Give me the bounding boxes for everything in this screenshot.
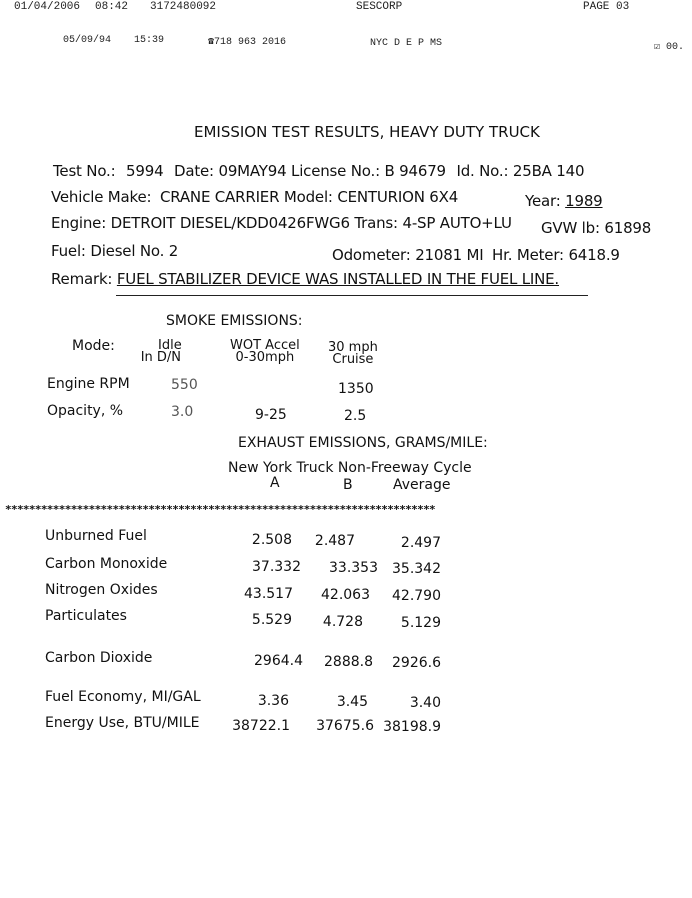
table-cell-avg: 2.497 [400, 535, 441, 551]
table-cell-avg: 35.342 [392, 561, 441, 577]
table-row-label: Particulates [45, 608, 127, 624]
fax2-time: 15:39 [134, 35, 165, 46]
smoke-heading: SMOKE EMISSIONS: [166, 313, 303, 329]
exhaust-heading: EXHAUST EMISSIONS, GRAMS/MILE: [238, 435, 488, 451]
remark-label: Remark: [51, 270, 113, 288]
idle-header-line2: In D/N [140, 350, 182, 365]
trans-value: 4-SP AUTO+LU [402, 214, 512, 232]
table-cell-a: 37.332 [252, 559, 301, 575]
fax-time: 08:42 [95, 1, 129, 13]
make-label: Vehicle Make: [51, 188, 152, 206]
gvw-label: GVW lb: [541, 219, 600, 237]
year-value: 1989 [565, 192, 603, 210]
table-cell-a: 43.517 [244, 586, 293, 602]
make-value: CRANE CARRIER [159, 188, 280, 206]
smoke-row-wot: 9-25 [255, 407, 287, 423]
col-avg-header: Average [393, 477, 451, 493]
model-value: CENTURION 6X4 [337, 188, 459, 206]
remark-underline [116, 295, 588, 296]
cruise-header-line1: 30 mph [328, 340, 378, 355]
page-title: EMISSION TEST RESULTS, HEAVY DUTY TRUCK [194, 123, 540, 141]
table-cell-avg: 2926.6 [392, 655, 441, 671]
remark-group [51, 270, 559, 288]
id-value: 25BA 140 [512, 162, 585, 180]
test-info-line3 [51, 214, 512, 232]
test-no: 5994 [126, 162, 164, 180]
remark-value: FUEL STABILIZER DEVICE WAS INSTALLED IN THE FUEL LINE. [116, 270, 559, 288]
wot-header-line1: WOT Accel [230, 338, 300, 353]
smoke-row-idle: 3.0 [171, 404, 194, 420]
table-row-label: Carbon Dioxide [45, 650, 153, 666]
cycle-label: New York Truck Non-Freeway Cycle [228, 460, 472, 476]
date-value: 09MAY94 [218, 162, 287, 180]
date-label: Date: [174, 162, 214, 180]
smoke-row-label: Engine RPM [47, 376, 130, 392]
table-row-label: Unburned Fuel [45, 528, 147, 544]
table-cell-a: 2.508 [251, 532, 292, 548]
table-cell-a: 38722.1 [232, 718, 290, 734]
table-cell-b: 33.353 [329, 560, 378, 576]
smoke-row-cruise: 2.5 [344, 408, 367, 424]
wot-header-line2: 0-30mph [235, 350, 295, 365]
test-no-label: Test No.: [53, 162, 116, 180]
smoke-row-label: Opacity, % [47, 403, 124, 419]
wot-header [230, 340, 300, 364]
table-cell-avg: 38198.9 [383, 719, 441, 735]
hr-meter-value: 6418.9 [568, 246, 620, 264]
gvw-value: 61898 [604, 219, 652, 237]
test-info-line2 [51, 188, 458, 206]
fax-sender: SESCORP [356, 1, 403, 13]
separator-stars: ************************************************************************ [5, 503, 436, 516]
table-cell-b: 3.45 [336, 694, 368, 710]
fax-date: 01/04/2006 [14, 1, 81, 13]
fax2-phone: ☎718 963 2016 [208, 37, 287, 48]
fax2-date: 05/09/94 [63, 35, 112, 46]
trans-label: Trans: [354, 214, 398, 232]
table-cell-b: 37675.6 [316, 718, 374, 734]
fax2-right: ☑ 00. [654, 42, 685, 53]
odometer-value: 21081 MI [415, 246, 484, 264]
license-value: B 94679 [384, 162, 446, 180]
table-cell-a: 5.529 [251, 612, 292, 628]
engine-label: Engine: [51, 214, 107, 232]
odometer-label: Odometer: [332, 246, 411, 264]
gvw-group [541, 219, 651, 237]
smoke-row-cruise: 1350 [338, 381, 374, 397]
col-a-header: A [270, 475, 280, 491]
idle-header-line1: Idle [158, 338, 182, 353]
table-cell-b: 42.063 [321, 587, 370, 603]
cruise-header [328, 342, 378, 366]
smoke-row-idle: 550 [171, 377, 198, 393]
hr-meter-label: Hr. Meter: [492, 246, 564, 264]
year-label: Year: [525, 192, 561, 210]
table-row-label: Energy Use, BTU/MILE [45, 715, 200, 731]
cruise-header-line2: Cruise [332, 352, 374, 367]
table-cell-avg: 3.40 [409, 695, 441, 711]
table-cell-avg: 5.129 [400, 615, 441, 631]
table-row-label: Fuel Economy, MI/GAL [45, 689, 201, 705]
model-label: Model: [283, 188, 333, 206]
table-row-label: Carbon Monoxide [45, 556, 168, 572]
table-cell-b: 2888.8 [324, 654, 373, 670]
engine-value: DETROIT DIESEL/KDD0426FWG6 [110, 214, 350, 232]
table-cell-a: 2964.4 [254, 653, 303, 669]
mode-label: Mode: [72, 338, 115, 354]
id-label: Id. No.: [456, 162, 509, 180]
year-group [525, 192, 603, 210]
fax2-agency: NYC D E P MS [370, 38, 443, 49]
odometer-group [332, 246, 620, 264]
fax-number: 3172480092 [150, 1, 217, 13]
table-cell-b: 2.487 [314, 533, 355, 549]
table-cell-a: 3.36 [257, 693, 289, 709]
license-label: License No.: [291, 162, 380, 180]
fuel-value: Diesel No. 2 [90, 242, 179, 260]
table-cell-b: 4.728 [322, 614, 363, 630]
fuel-group [51, 242, 178, 260]
fuel-label: Fuel: [51, 242, 86, 260]
table-row-label: Nitrogen Oxides [45, 582, 158, 598]
idle-header [140, 340, 182, 364]
col-b-header: B [343, 477, 353, 493]
table-cell-avg: 42.790 [392, 588, 441, 604]
fax-page: PAGE 03 [583, 1, 630, 13]
test-info-line1 [53, 162, 584, 180]
